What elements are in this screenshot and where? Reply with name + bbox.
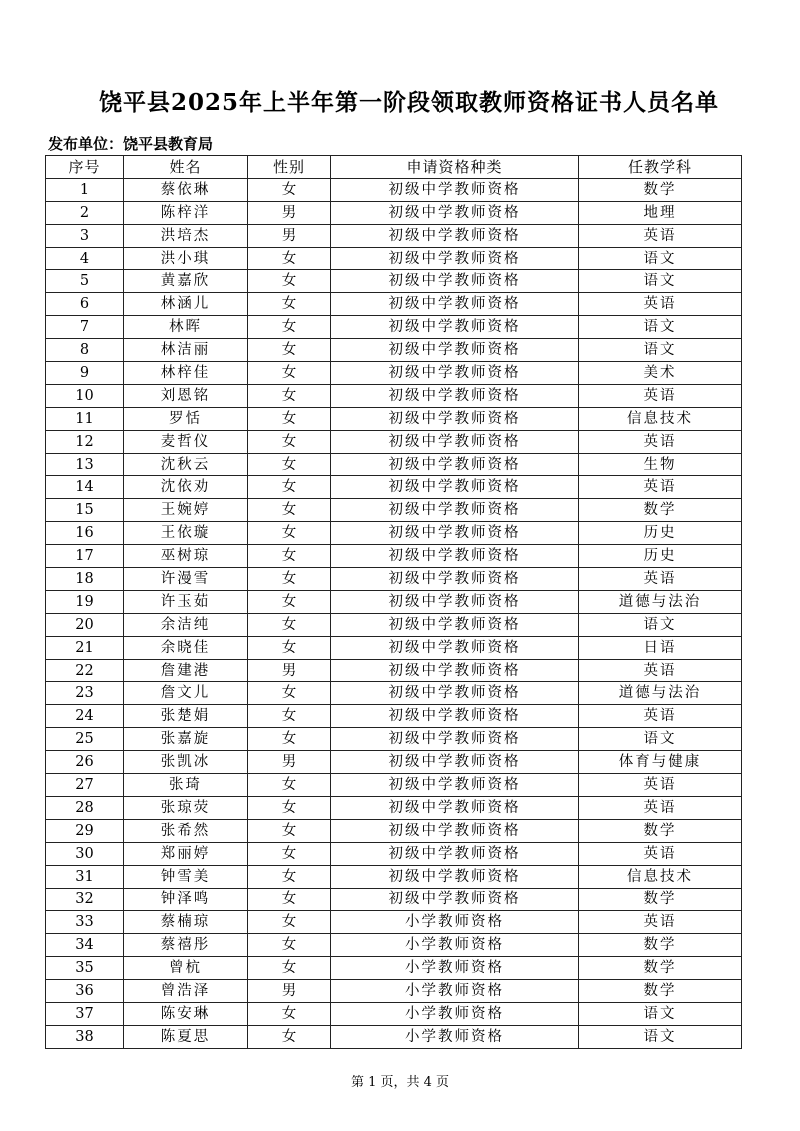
- cell-name: 巫树琼: [124, 545, 248, 568]
- cell-subject: 英语: [579, 568, 742, 591]
- cell-subject: 数学: [579, 888, 742, 911]
- cell-gender: 女: [248, 1025, 331, 1048]
- cell-name: 罗恬: [124, 407, 248, 430]
- cell-subject: 地理: [579, 201, 742, 224]
- header-cert-type: 申请资格种类: [331, 156, 579, 179]
- cell-gender: 女: [248, 545, 331, 568]
- cell-seq: 25: [46, 728, 124, 751]
- cell-cert-type: 初级中学教师资格: [331, 590, 579, 613]
- cell-seq: 1: [46, 178, 124, 201]
- cell-gender: 女: [248, 888, 331, 911]
- cell-subject: 数学: [579, 178, 742, 201]
- cell-cert-type: 初级中学教师资格: [331, 476, 579, 499]
- cell-name: 许漫雪: [124, 568, 248, 591]
- table-row: [46, 819, 742, 842]
- cell-subject: 语文: [579, 613, 742, 636]
- table-row: [46, 842, 742, 865]
- cell-cert-type: 初级中学教师资格: [331, 865, 579, 888]
- table-row: [46, 751, 742, 774]
- cell-name: 王依璇: [124, 522, 248, 545]
- table-row: [46, 980, 742, 1003]
- table-row: [46, 1002, 742, 1025]
- cell-name: 刘恩铭: [124, 384, 248, 407]
- teacher-certificate-table: [45, 155, 742, 1049]
- cell-seq: 2: [46, 201, 124, 224]
- cell-subject: 语文: [579, 728, 742, 751]
- cell-name: 张楚娟: [124, 705, 248, 728]
- table-row: [46, 499, 742, 522]
- cell-seq: 24: [46, 705, 124, 728]
- publisher-line: [48, 133, 213, 154]
- cell-cert-type: 初级中学教师资格: [331, 522, 579, 545]
- cell-cert-type: 初级中学教师资格: [331, 247, 579, 270]
- cell-cert-type: 初级中学教师资格: [331, 545, 579, 568]
- cell-cert-type: 初级中学教师资格: [331, 682, 579, 705]
- cell-subject: 历史: [579, 545, 742, 568]
- cell-seq: 38: [46, 1025, 124, 1048]
- cell-subject: 数学: [579, 934, 742, 957]
- table-row: [46, 522, 742, 545]
- cell-gender: 男: [248, 751, 331, 774]
- cell-cert-type: 初级中学教师资格: [331, 178, 579, 201]
- cell-seq: 5: [46, 270, 124, 293]
- table-row: [46, 384, 742, 407]
- publisher-name: 饶平县教育局: [123, 135, 214, 153]
- cell-name: 林晖: [124, 316, 248, 339]
- cell-name: 郑丽婷: [124, 842, 248, 865]
- cell-gender: 女: [248, 522, 331, 545]
- publisher-label: 发布单位：: [48, 135, 124, 153]
- cell-name: 钟雪美: [124, 865, 248, 888]
- cell-seq: 9: [46, 362, 124, 385]
- cell-seq: 18: [46, 568, 124, 591]
- cell-gender: 女: [248, 430, 331, 453]
- cell-cert-type: 初级中学教师资格: [331, 362, 579, 385]
- cell-gender: 男: [248, 980, 331, 1003]
- table-row: [46, 659, 742, 682]
- cell-seq: 30: [46, 842, 124, 865]
- table-row: [46, 865, 742, 888]
- table-row: [46, 705, 742, 728]
- cell-seq: 33: [46, 911, 124, 934]
- table-row: [46, 453, 742, 476]
- table-row: [46, 590, 742, 613]
- cell-seq: 21: [46, 636, 124, 659]
- cell-subject: 语文: [579, 1002, 742, 1025]
- table-row: [46, 430, 742, 453]
- cell-name: 张琼荧: [124, 796, 248, 819]
- cell-gender: 女: [248, 774, 331, 797]
- cell-subject: 英语: [579, 659, 742, 682]
- cell-subject: 历史: [579, 522, 742, 545]
- cell-subject: 语文: [579, 247, 742, 270]
- cell-seq: 31: [46, 865, 124, 888]
- cell-subject: 语文: [579, 339, 742, 362]
- cell-subject: 英语: [579, 911, 742, 934]
- cell-gender: 男: [248, 224, 331, 247]
- table-row: [46, 636, 742, 659]
- cell-gender: 女: [248, 476, 331, 499]
- cell-subject: 信息技术: [579, 407, 742, 430]
- cell-cert-type: 小学教师资格: [331, 980, 579, 1003]
- cell-name: 蔡楠琼: [124, 911, 248, 934]
- cell-seq: 6: [46, 293, 124, 316]
- cell-cert-type: 初级中学教师资格: [331, 568, 579, 591]
- cell-cert-type: 初级中学教师资格: [331, 751, 579, 774]
- table-row: [46, 293, 742, 316]
- cell-seq: 3: [46, 224, 124, 247]
- cell-seq: 36: [46, 980, 124, 1003]
- cell-gender: 女: [248, 270, 331, 293]
- cell-gender: 女: [248, 407, 331, 430]
- cell-seq: 11: [46, 407, 124, 430]
- cell-seq: 14: [46, 476, 124, 499]
- cell-seq: 12: [46, 430, 124, 453]
- cell-subject: 语文: [579, 316, 742, 339]
- cell-name: 余洁纯: [124, 613, 248, 636]
- cell-gender: 女: [248, 1002, 331, 1025]
- cell-name: 黄嘉欣: [124, 270, 248, 293]
- cell-name: 林梓佳: [124, 362, 248, 385]
- cell-subject: 英语: [579, 842, 742, 865]
- cell-subject: 英语: [579, 293, 742, 316]
- cell-seq: 35: [46, 957, 124, 980]
- table-row: [46, 178, 742, 201]
- cell-name: 陈梓洋: [124, 201, 248, 224]
- cell-gender: 女: [248, 957, 331, 980]
- cell-gender: 女: [248, 796, 331, 819]
- cell-seq: 19: [46, 590, 124, 613]
- table-body: [46, 178, 742, 1048]
- cell-name: 蔡禧彤: [124, 934, 248, 957]
- cell-subject: 日语: [579, 636, 742, 659]
- cell-subject: 道德与法治: [579, 682, 742, 705]
- cell-cert-type: 初级中学教师资格: [331, 384, 579, 407]
- table-row: [46, 613, 742, 636]
- cell-gender: 女: [248, 247, 331, 270]
- cell-cert-type: 小学教师资格: [331, 1025, 579, 1048]
- cell-name: 詹文儿: [124, 682, 248, 705]
- table-row: [46, 1025, 742, 1048]
- cell-subject: 道德与法治: [579, 590, 742, 613]
- cell-cert-type: 初级中学教师资格: [331, 339, 579, 362]
- cell-seq: 37: [46, 1002, 124, 1025]
- table-row: [46, 911, 742, 934]
- cell-gender: 男: [248, 201, 331, 224]
- cell-subject: 英语: [579, 476, 742, 499]
- cell-seq: 13: [46, 453, 124, 476]
- cell-subject: 英语: [579, 796, 742, 819]
- cell-cert-type: 初级中学教师资格: [331, 888, 579, 911]
- cell-cert-type: 初级中学教师资格: [331, 224, 579, 247]
- cell-subject: 体育与健康: [579, 751, 742, 774]
- cell-gender: 女: [248, 384, 331, 407]
- cell-gender: 女: [248, 728, 331, 751]
- cell-gender: 女: [248, 636, 331, 659]
- cell-gender: 女: [248, 178, 331, 201]
- cell-subject: 数学: [579, 819, 742, 842]
- cell-name: 张琦: [124, 774, 248, 797]
- cell-name: 王婉婷: [124, 499, 248, 522]
- cell-subject: 数学: [579, 980, 742, 1003]
- header-gender: 性别: [248, 156, 331, 179]
- cell-gender: 女: [248, 453, 331, 476]
- cell-name: 林洁丽: [124, 339, 248, 362]
- cell-cert-type: 初级中学教师资格: [331, 796, 579, 819]
- cell-seq: 28: [46, 796, 124, 819]
- cell-subject: 英语: [579, 384, 742, 407]
- cell-gender: 女: [248, 590, 331, 613]
- cell-subject: 英语: [579, 774, 742, 797]
- table-row: [46, 476, 742, 499]
- cell-cert-type: 初级中学教师资格: [331, 774, 579, 797]
- cell-name: 余晓佳: [124, 636, 248, 659]
- cell-cert-type: 初级中学教师资格: [331, 407, 579, 430]
- table-row: [46, 224, 742, 247]
- cell-name: 张嘉旋: [124, 728, 248, 751]
- cell-name: 许玉茹: [124, 590, 248, 613]
- cell-seq: 23: [46, 682, 124, 705]
- table-row: [46, 407, 742, 430]
- cell-seq: 20: [46, 613, 124, 636]
- header-seq: 序号: [46, 156, 124, 179]
- cell-cert-type: 初级中学教师资格: [331, 430, 579, 453]
- cell-seq: 7: [46, 316, 124, 339]
- cell-cert-type: 初级中学教师资格: [331, 819, 579, 842]
- page-footer: 第 1 页，共 4 页: [350, 1075, 450, 1090]
- document-title: 饶平县2025年上半年第一阶段领取教师资格证书人员名单: [98, 89, 719, 116]
- cell-seq: 16: [46, 522, 124, 545]
- header-subject: 任教学科: [579, 156, 742, 179]
- cell-name: 詹建港: [124, 659, 248, 682]
- cell-cert-type: 初级中学教师资格: [331, 636, 579, 659]
- cell-gender: 女: [248, 911, 331, 934]
- cell-cert-type: 初级中学教师资格: [331, 293, 579, 316]
- table-row: [46, 957, 742, 980]
- cell-subject: 英语: [579, 430, 742, 453]
- table-row: [46, 201, 742, 224]
- cell-seq: 22: [46, 659, 124, 682]
- cell-subject: 数学: [579, 957, 742, 980]
- table-header-row: [46, 156, 742, 179]
- table-row: [46, 316, 742, 339]
- cell-gender: 女: [248, 682, 331, 705]
- cell-name: 陈安琳: [124, 1002, 248, 1025]
- table-row: [46, 796, 742, 819]
- table-row: [46, 888, 742, 911]
- table-row: [46, 568, 742, 591]
- cell-name: 蔡依琳: [124, 178, 248, 201]
- cell-name: 洪培杰: [124, 224, 248, 247]
- table-row: [46, 728, 742, 751]
- cell-cert-type: 初级中学教师资格: [331, 270, 579, 293]
- cell-cert-type: 小学教师资格: [331, 911, 579, 934]
- cell-gender: 女: [248, 613, 331, 636]
- header-name: 姓名: [124, 156, 248, 179]
- cell-cert-type: 初级中学教师资格: [331, 659, 579, 682]
- table-row: [46, 270, 742, 293]
- cell-cert-type: 小学教师资格: [331, 934, 579, 957]
- cell-gender: 女: [248, 362, 331, 385]
- cell-cert-type: 初级中学教师资格: [331, 453, 579, 476]
- cell-cert-type: 初级中学教师资格: [331, 499, 579, 522]
- cell-gender: 女: [248, 568, 331, 591]
- cell-name: 沈秋云: [124, 453, 248, 476]
- cell-seq: 34: [46, 934, 124, 957]
- cell-seq: 15: [46, 499, 124, 522]
- table-row: [46, 339, 742, 362]
- cell-gender: 男: [248, 659, 331, 682]
- cell-name: 陈夏思: [124, 1025, 248, 1048]
- cell-seq: 27: [46, 774, 124, 797]
- cell-gender: 女: [248, 499, 331, 522]
- cell-name: 洪小琪: [124, 247, 248, 270]
- cell-cert-type: 初级中学教师资格: [331, 842, 579, 865]
- cell-cert-type: 小学教师资格: [331, 957, 579, 980]
- cell-seq: 8: [46, 339, 124, 362]
- cell-subject: 生物: [579, 453, 742, 476]
- cell-name: 曾杭: [124, 957, 248, 980]
- table-row: [46, 774, 742, 797]
- cell-seq: 17: [46, 545, 124, 568]
- cell-gender: 女: [248, 705, 331, 728]
- table-row: [46, 362, 742, 385]
- cell-gender: 女: [248, 293, 331, 316]
- cell-cert-type: 初级中学教师资格: [331, 613, 579, 636]
- cell-gender: 女: [248, 842, 331, 865]
- table-row: [46, 247, 742, 270]
- cell-gender: 女: [248, 339, 331, 362]
- cell-name: 麦哲仪: [124, 430, 248, 453]
- cell-name: 钟泽鸣: [124, 888, 248, 911]
- cell-subject: 美术: [579, 362, 742, 385]
- cell-subject: 英语: [579, 224, 742, 247]
- cell-subject: 英语: [579, 705, 742, 728]
- cell-seq: 32: [46, 888, 124, 911]
- cell-cert-type: 初级中学教师资格: [331, 316, 579, 339]
- cell-name: 林涵儿: [124, 293, 248, 316]
- cell-gender: 女: [248, 819, 331, 842]
- cell-gender: 女: [248, 934, 331, 957]
- cell-subject: 信息技术: [579, 865, 742, 888]
- cell-seq: 10: [46, 384, 124, 407]
- table-row: [46, 682, 742, 705]
- cell-gender: 女: [248, 316, 331, 339]
- cell-cert-type: 初级中学教师资格: [331, 705, 579, 728]
- cell-cert-type: 小学教师资格: [331, 1002, 579, 1025]
- cell-seq: 26: [46, 751, 124, 774]
- cell-subject: 语文: [579, 1025, 742, 1048]
- table-row: [46, 934, 742, 957]
- cell-subject: 数学: [579, 499, 742, 522]
- cell-gender: 女: [248, 865, 331, 888]
- cell-name: 曾浩泽: [124, 980, 248, 1003]
- cell-name: 张凯冰: [124, 751, 248, 774]
- cell-cert-type: 初级中学教师资格: [331, 201, 579, 224]
- cell-seq: 4: [46, 247, 124, 270]
- cell-name: 沈依劝: [124, 476, 248, 499]
- cell-cert-type: 初级中学教师资格: [331, 728, 579, 751]
- cell-name: 张希然: [124, 819, 248, 842]
- cell-subject: 语文: [579, 270, 742, 293]
- cell-seq: 29: [46, 819, 124, 842]
- table-row: [46, 545, 742, 568]
